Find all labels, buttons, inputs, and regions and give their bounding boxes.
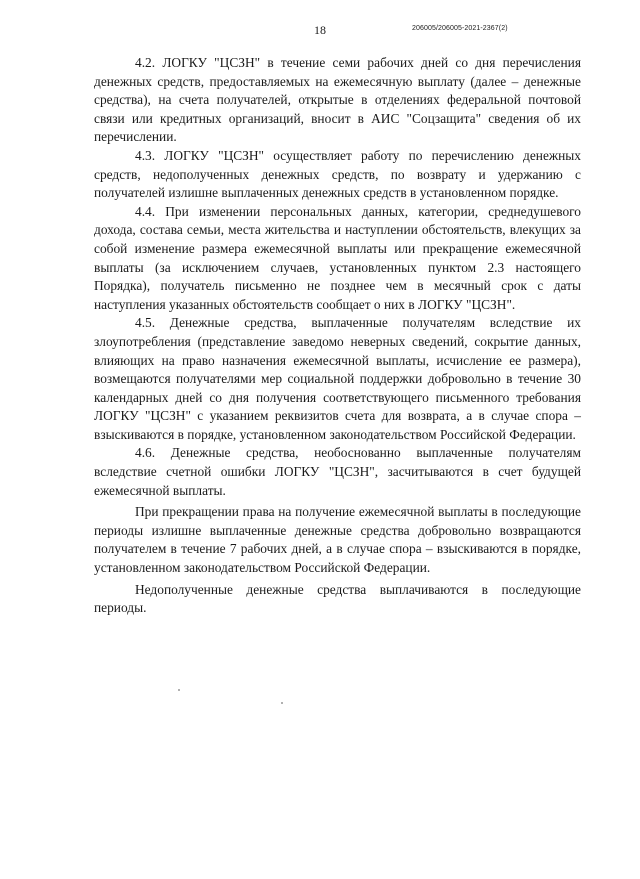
document-body [94,54,581,618]
paragraph-4-6: 4.6. Денежные средства, необоснованно выплаченные получателям вследствие счетной ошибки ЛОГКУ "ЦСЗН", засчитываются в счет будущей ежемесячной выплаты. [94,445,581,498]
document-code: 206005/206005-2021-2367(2) [412,25,508,32]
paragraph-4-2: 4.2. ЛОГКУ "ЦСЗН" в течение семи рабочих дней со дня перечисления денежных средств, предоставляемых на ежемесячную выплату (далее – денежные средства), на счета получателей, открытые в отделениях федеральной почтовой связи или кредитных организаций, вносит в АИС "Соцзащита" сведения об их перечислении. [94,55,581,145]
paragraph-4-3: 4.3. ЛОГКУ "ЦСЗН" осуществляет работу по перечислению денежных средств, недополученных денежных средств, по возврату и удержанию с получателей излишне выплаченных денежных средств в установленном порядке. [94,147,581,201]
paragraph-termination-refund: При прекращении права на получение ежемесячной выплаты в последующие периоды излишне выплаченные денежные средства добровольно возвращаются получателем в течение 7 рабочих дней, а в случае спора – взыскиваются в порядке, установленном законодательством Российской Федерации. [94,504,581,576]
paragraph-4-5: 4.5. Денежные средства, выплаченные получателям вследствие их злоупотребления (представление заведомо неверных сведений, сокрытие данных, влияющих на право назначения ежемесячной выплаты, исчисление ее размера), возмещаются получателями мер социальной поддержки добровольно в течение 30 календарных дней со дня получения соответствующего письменного требования ЛОГКУ "ЦСЗН" с указанием реквизитов счета для возврата, а в случае спора – взыскиваются в порядке, установленном законодательством Российской Федерации. [94,315,581,442]
scan-speck [178,689,180,691]
page-number: 18 [314,23,326,37]
paragraph-4-4: 4.4. При изменении персональных данных, категории, среднедушевого дохода, состава семьи, места жительства и наступлении обстоятельств, влекущих за собой изменение размера ежемесячной выплаты или прекращение ежемесячной выплаты (за исключением случаев, установленных пунктом 2.3 настоящего Порядка), получатель письменно не позднее чем в месячный срок с даты наступления указанных обстоятельств сообщает о них в ЛОГКУ "ЦСЗН". [94,203,581,312]
paragraph-underpaid-funds: Недополученные денежные средства выплачиваются в последующие периоды. [94,581,581,616]
scan-speck [281,702,283,704]
